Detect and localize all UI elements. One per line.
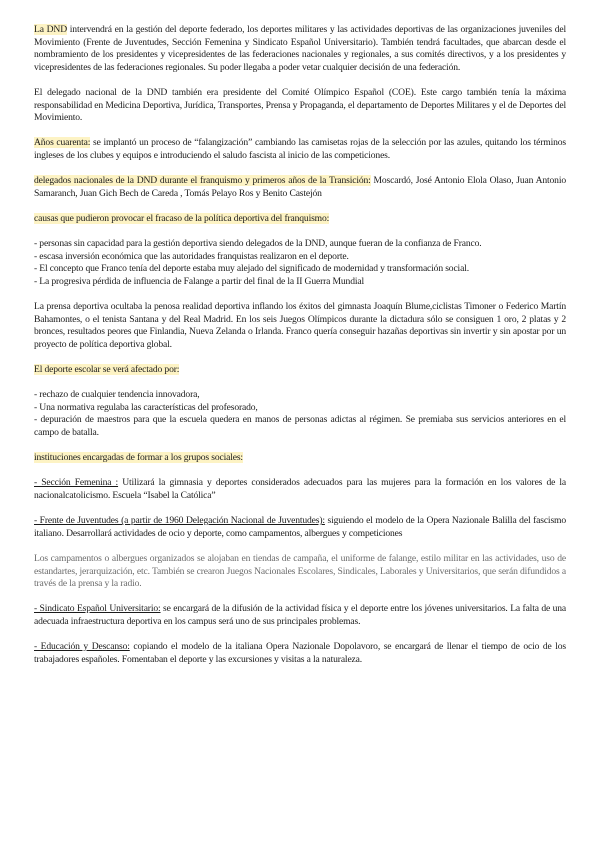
label-educacion-descanso: - Educación y Descanso: — [34, 641, 130, 653]
paragraph-frente-juventudes — [34, 515, 566, 540]
paragraph-text: se implantó un proceso de “falangización” cambiando las camisetas rojas de la selección por las azules, quitando los términos ingleses de los clubes y equipos e introduciendo el saludo fascista al inicio de las competiciones. — [34, 137, 566, 161]
label-sindicato: - Sindicato Español Universitario: — [34, 603, 161, 615]
label-seccion-femenina: - Sección Femenina : — [34, 477, 119, 489]
paragraph-anos-cuarenta — [34, 137, 566, 162]
paragraph-text: siguiendo el modelo de la Opera Nazionale Balilla del fascismo italiano. Desarrollará actividades de ocio y deporte, como campamentos, albergues y competiciones — [34, 515, 566, 539]
heading-instituciones — [34, 452, 566, 465]
paragraph-text: se encargará de la difusión de la actividad física y el deporte entre los jóvenes universitarios. La falta de una adecuada infraestructura deportiva en los campus será uno de sus principales problemas. — [34, 603, 566, 627]
paragraph-educacion-descanso — [34, 641, 566, 666]
heading-causas — [34, 213, 566, 226]
paragraph-sindicato — [34, 603, 566, 628]
paragraph-text: copiando el modelo de la italiana Opera Nazionale Dopolavoro, se encargará de llenar el tiempo de ocio de los trabajadores españoles. Fomentaban el deporte y las excursiones y visitas a la naturaleza. — [34, 641, 566, 665]
list-item: - rechazo de cualquier tendencia innovadora, — [34, 389, 200, 401]
highlight-deporte-escolar: El deporte escolar se verá afectado por: — [34, 364, 180, 376]
highlight-anos-cuarenta: Años cuarenta: — [34, 137, 91, 149]
paragraph-text: intervendrá en la gestión del deporte federado, los deportes militares y las actividades deportivas de las organizaciones juveniles del Movimiento (Frente de Juventudes, Sección Femenina y Sindicato Español Universitario). También tendrá facultades, que abarcan desde el nombramiento de los presidentes y vicepresidentes de las federaciones nacionales y regionales, a sus comités directivos, y a los presidentes y vicepresidentes de las federaciones regionales. Su poder llegaba a poder vetar cualquier decisión de una federación. — [34, 24, 566, 73]
list-item: - personas sin capacidad para la gestión deportiva siendo delegados de la DND, aunque fueran de la confianza de Franco. — [34, 238, 482, 250]
paragraph-dnd-functions — [34, 24, 566, 74]
paragraph-seccion-femenina — [34, 477, 566, 502]
list-item: - escasa inversión económica que las autoridades franquistas realizaron en el deporte. — [34, 250, 349, 262]
paragraph-prensa: La prensa deportiva ocultaba la penosa realidad deportiva inflando los éxitos del gimnasta Joaquín Blume,ciclistas Timoner o Federico Martín Bahamontes, o el tenista Santana y del Real Madrid. En los seis Juegos Olímpicos durante la dictadura sólo se consiguen 1 oro, 2 platas y 2 bronces, resultados peores que Finlandia, Nueva Zelanda o Irlanda. Franco quería conseguir hazañas deportivas sin invertir y sin apostar por un proyecto de política deportiva global. — [34, 301, 566, 350]
paragraph-text: Moscardó, José Antonio Elola Olaso, Juan Antonio Samaranch, Juan Gich Bech de Careda , Tomás Pelayo Ros y Benito Castejón — [34, 175, 566, 199]
list-item: - Una normativa regulaba las características del profesorado, — [34, 401, 258, 413]
paragraph-delegados — [34, 175, 566, 200]
highlight-delegados: delegados nacionales de la DND durante el franquismo y primeros años de la Transición: — [34, 175, 371, 187]
highlight-dnd: La DND — [34, 24, 67, 35]
list-item: - La progresiva pérdida de influencia de Falange a partir del final de la II Guerra Mundial — [34, 275, 364, 287]
list-deporte-escolar — [34, 389, 566, 439]
list-item: - El concepto que Franco tenía del deporte estaba muy alejado del significado de modernidad y transformación social. — [34, 263, 469, 275]
list-item: - depuración de maestros para que la escuela quedera en manos de personas adictas al régimen. Se premiaba sus servicios anteriores en el campo de batalla. — [34, 414, 566, 438]
paragraph-campamentos: Los campamentos o albergues organizados se alojaban en tiendas de campaña, el uniforme de falange, estilo militar en las actividades, uso de estandartes, jerarquización, etc. También se crearon Juegos Nacionales Escolares, Sindicales, Laborales y Universitarios, que serán difundidos a través de la prensa y la radio. — [34, 552, 566, 590]
list-causas — [34, 238, 566, 288]
paragraph-coe: El delegado nacional de la DND también era presidente del Comité Olímpico Español (COE). Este cargo también tenía la máxima responsabilidad en Medicina Deportiva, Jurídica, Transportes, Prensa y Propaganda, el departamento de Deportes Militares y el de Deportes del Movimiento. — [34, 86, 566, 124]
heading-deporte-escolar — [34, 364, 566, 377]
document-page — [34, 24, 566, 679]
paragraph-text: Utilizará la gimnasia y deportes considerados adecuados para las mujeres para la formación en los valores de la nacionalcatolicismo. Escuela “Isabel la Católica” — [34, 477, 566, 501]
highlight-causas: causas que pudieron provocar el fracaso de la política deportiva del franquismo: — [34, 212, 330, 224]
label-frente-juventudes: - Frente de Juventudes (a partir de 1960 Delegación Nacional de Juventudes): — [34, 515, 325, 527]
highlight-instituciones: instituciones encargadas de formar a los grupos sociales: — [34, 452, 243, 464]
